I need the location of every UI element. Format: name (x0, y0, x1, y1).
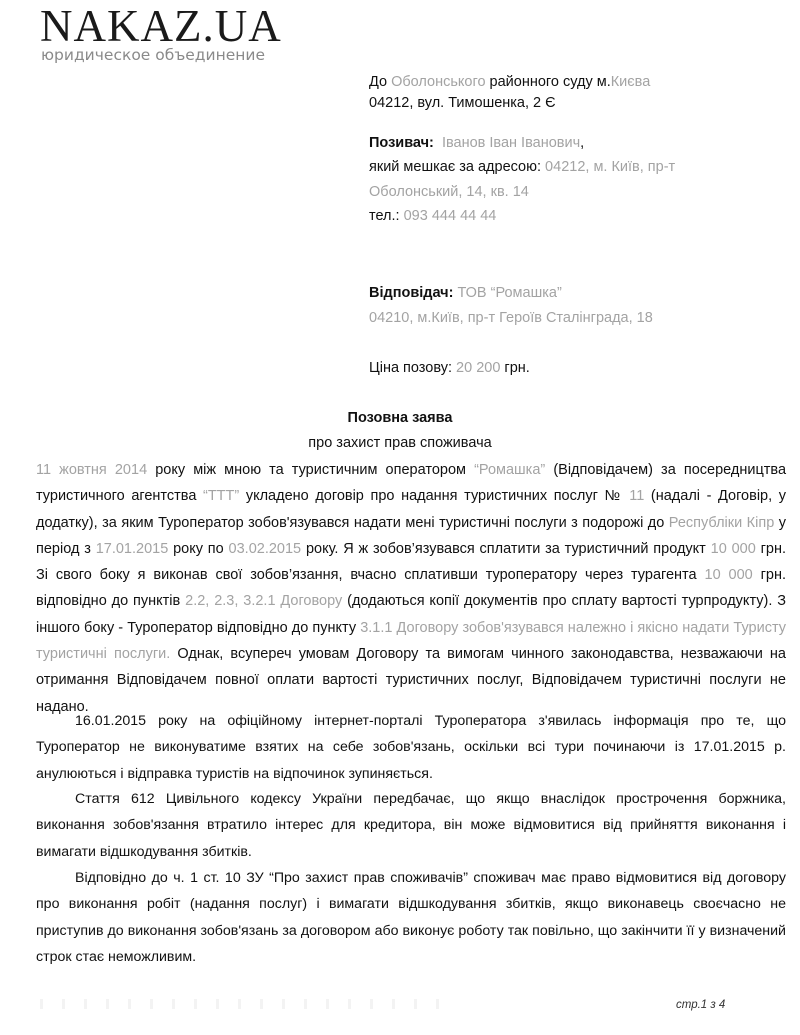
defendant-name: ТОВ “Ромашка” (453, 285, 562, 301)
text-run: Однак, всупереч умовам Договору та вимогам чинного законодавства, незважаючи на отримання Відповідачем повної оплати вартості туристичних послуг, Відповідачем туристичні послуги не надано. (36, 646, 786, 715)
claim-price-label: Ціна позову: (369, 360, 453, 376)
faded-footer-text (40, 999, 440, 1009)
text-run: (додаються копії документів про сплату вартості турпродукту). З іншого боку - Туроператор відповідно до пункту (36, 593, 786, 636)
logo-subtitle: юридическое объединение (41, 46, 266, 64)
plaintiff-phone: 093 444 44 44 (399, 208, 497, 224)
text-run: року по (168, 540, 229, 557)
defendant-label: Відповідач: (369, 285, 454, 301)
court-line: До Оболонського районного суду м.Києва (369, 74, 651, 90)
plaintiff-address-line (369, 157, 675, 178)
court-name: Оболонського (391, 74, 486, 90)
text-run: грн. відповідно до пунктів (36, 567, 787, 610)
text-run: (надалі - Договір, у додатку), за яким Туроператор зобов'язувався надати мені туристичні послуги з подорожі до (36, 488, 786, 531)
highlighted-fact: 11 жовтня 2014 (36, 462, 148, 478)
plaintiff-phone-line (369, 206, 496, 227)
highlighted-fact: 03.02.2015 (228, 540, 302, 557)
paragraph-facts (36, 457, 786, 720)
plaintiff-label: Позивач: (369, 135, 434, 151)
defendant-address: 04210, м.Київ, пр-т Героїв Сталінграда, 18 (369, 310, 653, 326)
claim-price-currency: грн. (500, 360, 530, 376)
document-title: Позовна заява (347, 410, 453, 426)
logo-title: NAKAZ.UA (40, 1, 282, 51)
text-run: грн. Зі свого боку я виконав свої зобов’язання, вчасно сплативши туроператору через турагента (36, 540, 786, 584)
highlighted-fact: 10 000 (710, 540, 756, 557)
highlighted-fact: 2.2, 2.3, 3.2.1 Договору (185, 593, 343, 610)
plaintiff-name: Іванов Іван Іванович (441, 135, 581, 151)
highlighted-fact: 10 000 (704, 567, 753, 584)
paragraph-announcement: 16.01.2015 року на офіційному інтернет-порталі Туроператора з'явилась інформація про те, що Туроператор не виконуватиме взятих на себе зобов'язань, оскільки всі тури починаючи із 17.01.2015 р. анулюються і відправка туристів на відпочинок зупиняється. (36, 713, 786, 782)
paragraph-civil-code: Стаття 612 Цивільного кодексу України передбачає, що якщо внаслідок прострочення боржника, виконання зобов'язання втратило інтерес для кредитора, він може відмовитися від прийняття виконання і вимагати відшкодування збитків. (36, 791, 786, 860)
logo (40, 1, 282, 64)
court-city: Києва (610, 74, 651, 90)
plaintiff-phone-label: тел.: (369, 208, 400, 224)
claim-price-value: 20 200 (452, 360, 501, 376)
paragraph-consumer-law: Відповідно до ч. 1 ст. 10 ЗУ “Про захист прав споживачів” споживач має право відмовитися від договору про виконання робіт (надання послуг) і вимагати відшкодування збитків, якщо виконавець своєчасно не приступив до виконання зобов'язань за договором або виконує роботу так повільно, що закінчити її у визначений строк стає неможливим. (36, 870, 786, 965)
plaintiff-address-2: Оболонський, 14, кв. 14 (369, 184, 529, 200)
claim-price-line (369, 358, 530, 379)
highlighted-fact: 11 (629, 488, 645, 505)
court-address: 04212, вул. Тимошенка, 2 Є (369, 95, 556, 111)
text-run: укладено договір про надання туристичних послуг № (239, 488, 630, 505)
text-run: року. Я ж зобов’язувався сплатити за туристичний продукт (301, 540, 711, 557)
defendant-line (369, 283, 562, 304)
plaintiff-address-1: 04212, м. Київ, пр-т (541, 159, 676, 175)
text-run: у період з (36, 514, 786, 557)
text-run: (Відповідачем) за посередництва туристичного агентства (36, 462, 787, 505)
highlighted-fact: 17.01.2015 (95, 540, 169, 557)
document-subtitle: про захист прав споживача (308, 435, 492, 451)
plaintiff-line: Позивач: Іванов Іван Іванович, (369, 135, 585, 151)
highlighted-fact: 3.1.1 Договору зобов'язувався належно і якісно надати Туристу туристичні послуги. (36, 619, 786, 663)
text-run: року між мною та туристичним оператором (147, 462, 475, 478)
page-number: стр.1 з 4 (676, 999, 726, 1011)
highlighted-fact: “Ромашка” (474, 462, 546, 478)
plaintiff-address-label: який мешкає за адресою: (369, 159, 542, 175)
highlighted-fact: “ТТТ” (203, 488, 240, 505)
highlighted-fact: Республіки Кіпр (668, 514, 775, 531)
